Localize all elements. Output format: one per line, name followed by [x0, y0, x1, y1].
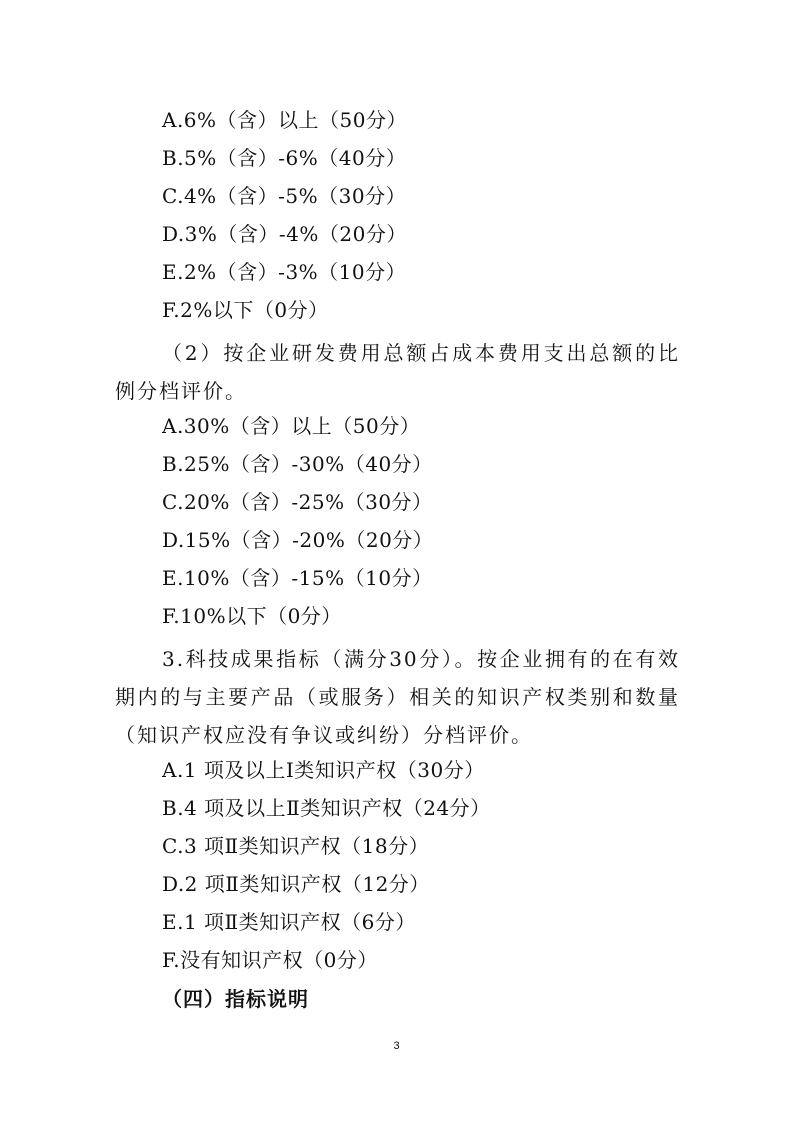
option-line: A.1 项及以上Ⅰ类知识产权（30分） [162, 758, 485, 782]
option-line: B.4 项及以上Ⅱ类知识产权（24分） [162, 796, 491, 820]
option-line: C.4%（含）-5%（30分） [162, 184, 407, 208]
option-line: E.1 项Ⅱ类知识产权（6分） [162, 910, 416, 934]
option-line: B.5%（含）-6%（40分） [162, 146, 407, 170]
option-line: A.6%（含）以上（50分） [162, 108, 407, 132]
option-line: D.2 项Ⅱ类知识产权（12分） [162, 872, 430, 896]
option-line: F.2%以下（0分） [162, 298, 329, 322]
option-line: D.15%（含）-20%（20分） [162, 528, 434, 552]
option-line: F.10%以下（0分） [162, 604, 342, 628]
page-number: 3 [393, 1040, 400, 1052]
option-line: C.3 项Ⅱ类知识产权（18分） [162, 834, 430, 858]
paragraph-3: 3.科技成果指标（满分30分）。按企业拥有的在有效期内的与主要产品（或服务）相关的知识产权类别和数量（知识产权应没有争议或纠纷）分档评价。 [115, 647, 680, 747]
option-line: E.10%（含）-15%（10分） [162, 566, 433, 590]
option-line: F.没有知识产权（0分） [162, 948, 378, 972]
option-line: C.20%（含）-25%（30分） [162, 490, 433, 514]
option-line: A.30%（含）以上（50分） [162, 414, 421, 438]
option-line: D.3%（含）-4%（20分） [162, 222, 407, 246]
section-heading: （四）指标说明 [162, 987, 309, 1011]
option-line: B.25%（含）-30%（40分） [162, 452, 433, 476]
option-line: E.2%（含）-3%（10分） [162, 260, 407, 284]
paragraph-2: （2）按企业研发费用总额占成本费用支出总额的比例分档评价。 [115, 341, 680, 403]
